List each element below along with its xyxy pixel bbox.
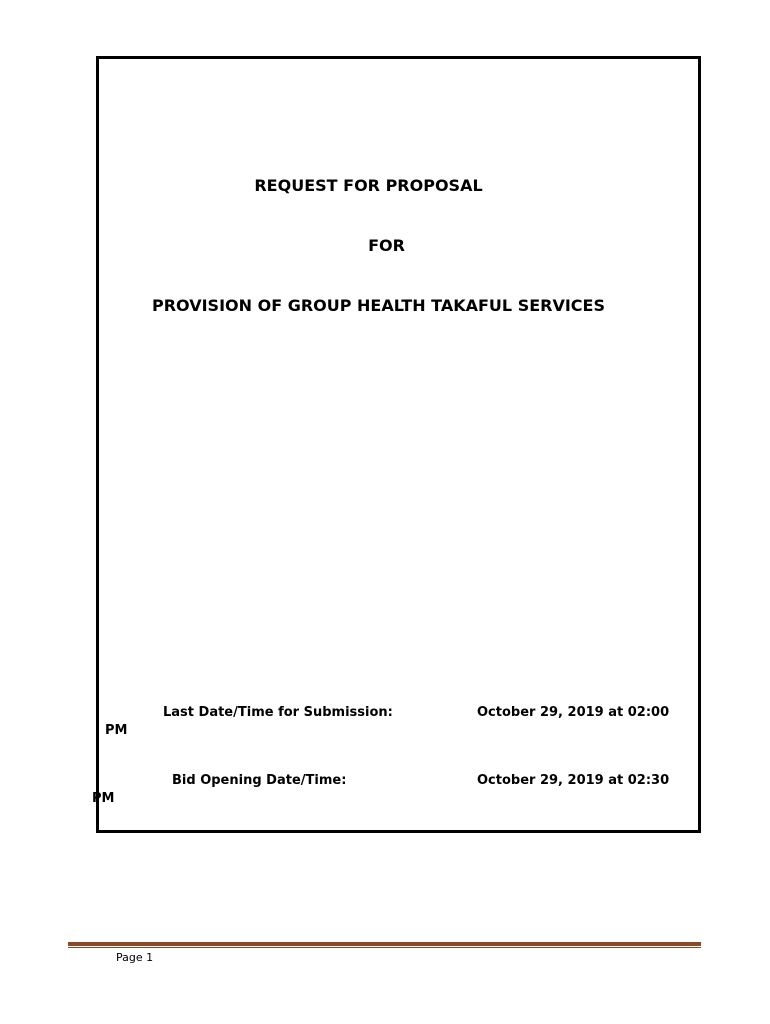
document-frame	[96, 56, 701, 833]
document-title: REQUEST FOR PROPOSAL	[254, 176, 483, 195]
bid-opening-value: October 29, 2019 at 02:30	[477, 773, 670, 788]
bid-opening-label: Bid Opening Date/Time:	[172, 773, 347, 788]
footer-rule-thin	[68, 947, 701, 948]
title-connector: FOR	[368, 236, 405, 255]
submission-label: Last Date/Time for Submission:	[163, 705, 393, 720]
document-subject: PROVISION OF GROUP HEALTH TAKAFUL SERVICES	[152, 296, 605, 315]
submission-value: October 29, 2019 at 02:00	[477, 705, 670, 720]
bid-opening-value-continuation: PM	[92, 791, 115, 806]
submission-value-continuation: PM	[105, 723, 128, 738]
footer-rule	[68, 942, 701, 946]
page-number: Page 1	[116, 951, 154, 964]
